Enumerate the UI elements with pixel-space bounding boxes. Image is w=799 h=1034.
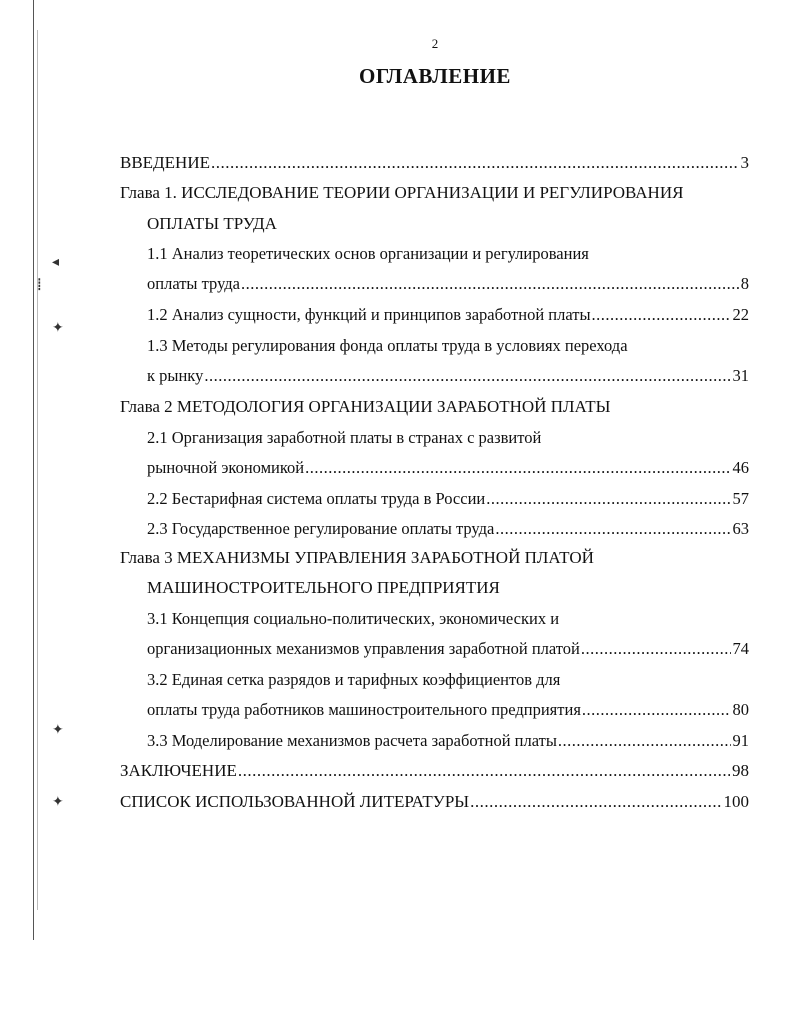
toc-entry-page: 3 [740,153,749,172]
toc-entry-intro[interactable] [120,153,749,173]
toc-section-1-3-title[interactable]: 1.3 Методы регулирования фонда оплаты труда в условиях перехода [147,336,628,355]
toc-entry-page: 91 [732,731,749,750]
toc-entry-title: 1.2 Анализ сущности, функций и принципов заработной платы [147,305,591,324]
dot-leader [241,274,739,294]
toc-entry-page: 22 [732,305,749,324]
toc-section-1-1-title[interactable]: 1.1 Анализ теоретических основ организации и регулирования [147,244,589,263]
toc-entry-title: оплаты труда [147,274,241,293]
toc-entry-section-2-3[interactable] [147,519,749,539]
toc-entry-title: организационных механизмов управления заработной платой [147,639,580,658]
page-title: ОГЛАВЛЕНИЕ [359,64,511,88]
dot-leader [470,792,721,812]
toc-entry-page: 98 [732,761,749,780]
binding-edge-shadow [37,30,38,910]
toc-entry-references[interactable] [120,792,749,812]
toc-entry-section-2-1[interactable] [147,458,749,478]
toc-entry-title: 2.2 Бестарифная система оплаты труда в России [147,489,486,508]
toc-entry-title: оплаты труда работников машиностроительного предприятия [147,700,581,719]
dot-leader [592,305,731,325]
scan-speck-mark: ◂ [52,255,60,270]
toc-chapter-3-title-cont[interactable]: МАШИНОСТРОИТЕЛЬНОГО ПРЕДПРИЯТИЯ [147,578,500,597]
toc-chapter-1-title[interactable]: Глава 1. ИССЛЕДОВАНИЕ ТЕОРИИ ОРГАНИЗАЦИИ И РЕГУЛИРОВАНИЯ [120,183,684,202]
toc-entry-title: к рынку [147,366,204,385]
binding-edge [33,0,34,940]
dot-leader [238,761,730,781]
toc-section-3-2-title[interactable]: 3.2 Единая сетка разрядов и тарифных коэффициентов для [147,670,561,689]
toc-entry-page: 74 [732,639,749,658]
toc-entry-page: 31 [732,366,749,385]
toc-entry-title: рыночной экономикой [147,458,305,477]
dot-leader [211,153,739,173]
toc-entry-page: 8 [740,274,749,293]
toc-chapter-1-title-cont[interactable]: ОПЛАТЫ ТРУДА [147,214,277,233]
page-number: 2 [431,36,439,51]
toc-entry-title: ЗАКЛЮЧЕНИЕ [120,761,237,780]
dot-leader [558,731,731,751]
dot-leader [486,489,730,509]
toc-entry-page: 80 [732,700,749,719]
toc-entry-page: 100 [723,792,749,811]
dot-leader [582,700,731,720]
toc-entry-section-3-2[interactable] [147,700,749,720]
toc-entry-title: 2.3 Государственное регулирование оплаты труда [147,519,495,538]
dot-leader [581,639,731,659]
toc-entry-page: 57 [732,489,749,508]
toc-entry-conclusion[interactable] [120,761,749,781]
toc-entry-section-1-2[interactable] [147,305,749,325]
toc-entry-title: СПИСОК ИСПОЛЬЗОВАННОЙ ЛИТЕРАТУРЫ [120,792,470,811]
toc-entry-section-2-2[interactable] [147,489,749,509]
scan-speck-mark: ✦ [52,795,64,810]
toc-entry-page: 46 [732,458,749,477]
toc-chapter-3-title[interactable]: Глава 3 МЕХАНИЗМЫ УПРАВЛЕНИЯ ЗАРАБОТНОЙ ПЛАТОЙ [120,548,594,567]
toc-chapter-2-title[interactable]: Глава 2 МЕТОДОЛОГИЯ ОРГАНИЗАЦИИ ЗАРАБОТНОЙ ПЛАТЫ [120,397,611,416]
toc-entry-section-1-3[interactable] [147,366,749,386]
toc-entry-title: ВВЕДЕНИЕ [120,153,210,172]
toc-entry-section-3-1[interactable] [147,639,749,659]
toc-section-2-1-title[interactable]: 2.1 Организация заработной платы в странах с развитой [147,428,542,447]
dot-leader [305,458,730,478]
toc-entry-page: 63 [732,519,749,538]
toc-entry-title: 3.3 Моделирование механизмов расчета заработной платы [147,731,557,750]
dot-leader [495,519,730,539]
toc-entry-section-3-3[interactable] [147,731,749,751]
dot-leader [204,366,730,386]
toc-entry-section-1-1[interactable] [147,274,749,294]
scan-speck-mark: ┋ [36,279,43,291]
scan-speck-mark: ✦ [52,321,64,336]
scan-speck-mark: ✦ [52,723,64,738]
toc-section-3-1-title[interactable]: 3.1 Концепция социально-политических, экономических и [147,609,560,628]
